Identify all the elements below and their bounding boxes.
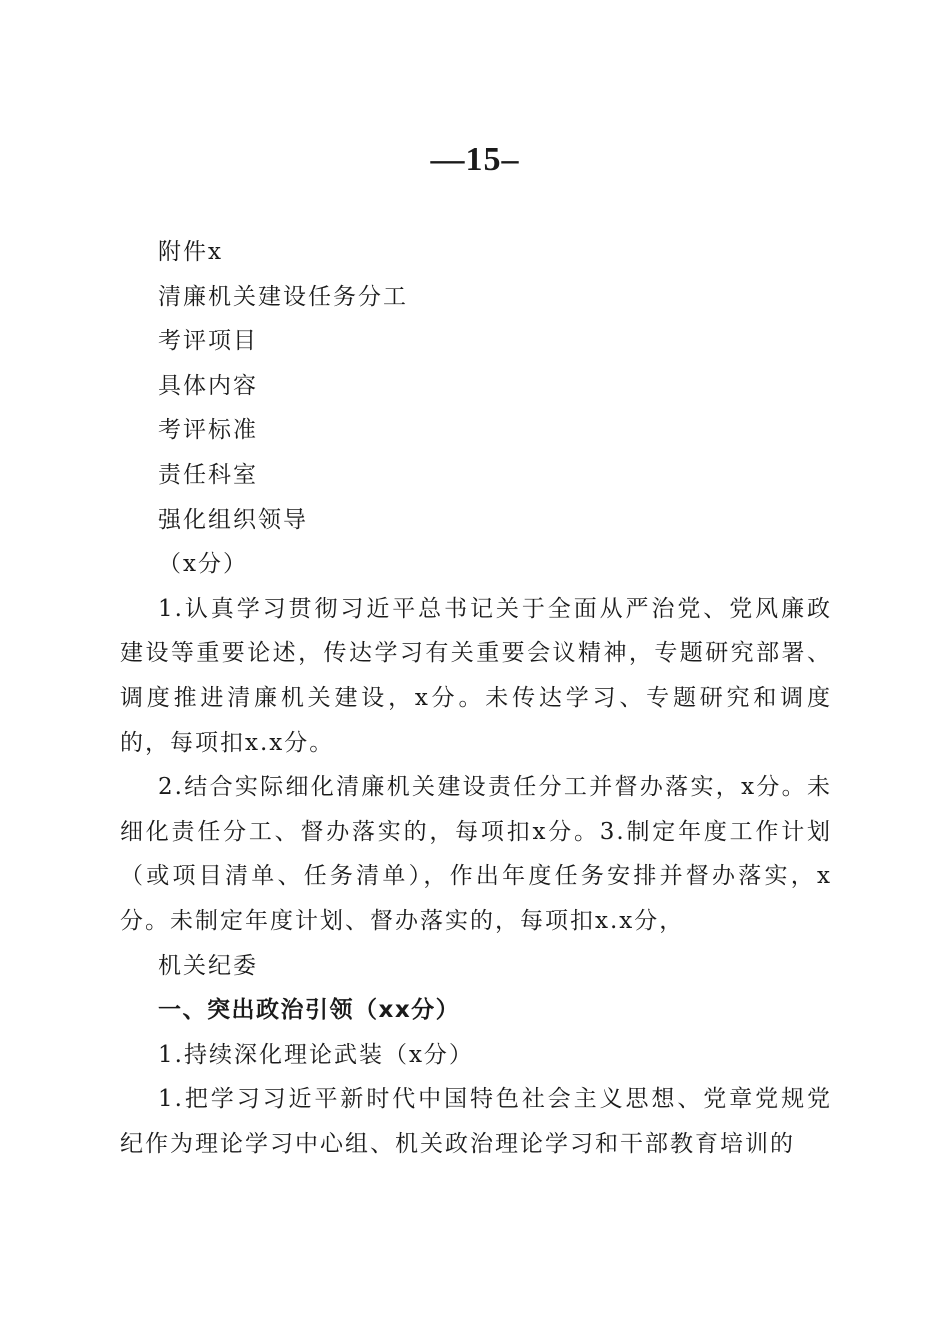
paragraph-2: 2.结合实际细化清廉机关建设责任分工并督办落实，x分。未细化责任分工、督办落实的，每项扣x分。3.制定年度工作计划（或项目清单、任务清单），作出年度任务安排并督办落实，x分。未制定年度计划、督办落实的，每项扣x.x分， (120, 774, 832, 934)
section-score: （x分） (158, 551, 248, 578)
paragraph-1: 1.认真学习贯彻习近平总书记关于全面从严治党、党风廉政建设等重要论述，传达学习有关重要会议精神，专题研究部署、调度推进清廉机关建设，x分。未传达学习、专题研究和调度的，每项扣x.x分。 (120, 595, 832, 756)
section-strengthen-leadership: 强化组织领导 (158, 506, 308, 533)
paragraph-3: 1.把学习习近平新时代中国特色社会主义思想、党章党规党纪作为理论学习中心组、机关政治理论学习和干部教育培训的 (120, 1086, 832, 1157)
document-title: 清廉机关建设任务分工 (158, 283, 408, 310)
subheading-theory: 1.持续深化理论武装（x分） (158, 1041, 474, 1068)
column-header-item: 考评项目 (158, 328, 258, 355)
column-header-department: 责任科室 (158, 461, 258, 488)
heading-political-guidance: 一、突出政治引领（xx分） (158, 997, 461, 1024)
column-header-standard: 考评标准 (158, 417, 258, 444)
column-header-content: 具体内容 (158, 372, 258, 399)
document-body (120, 230, 832, 1166)
page-number: —15– (430, 141, 520, 178)
attachment-label: 附件x (158, 239, 223, 265)
responsible-department: 机关纪委 (158, 952, 258, 979)
